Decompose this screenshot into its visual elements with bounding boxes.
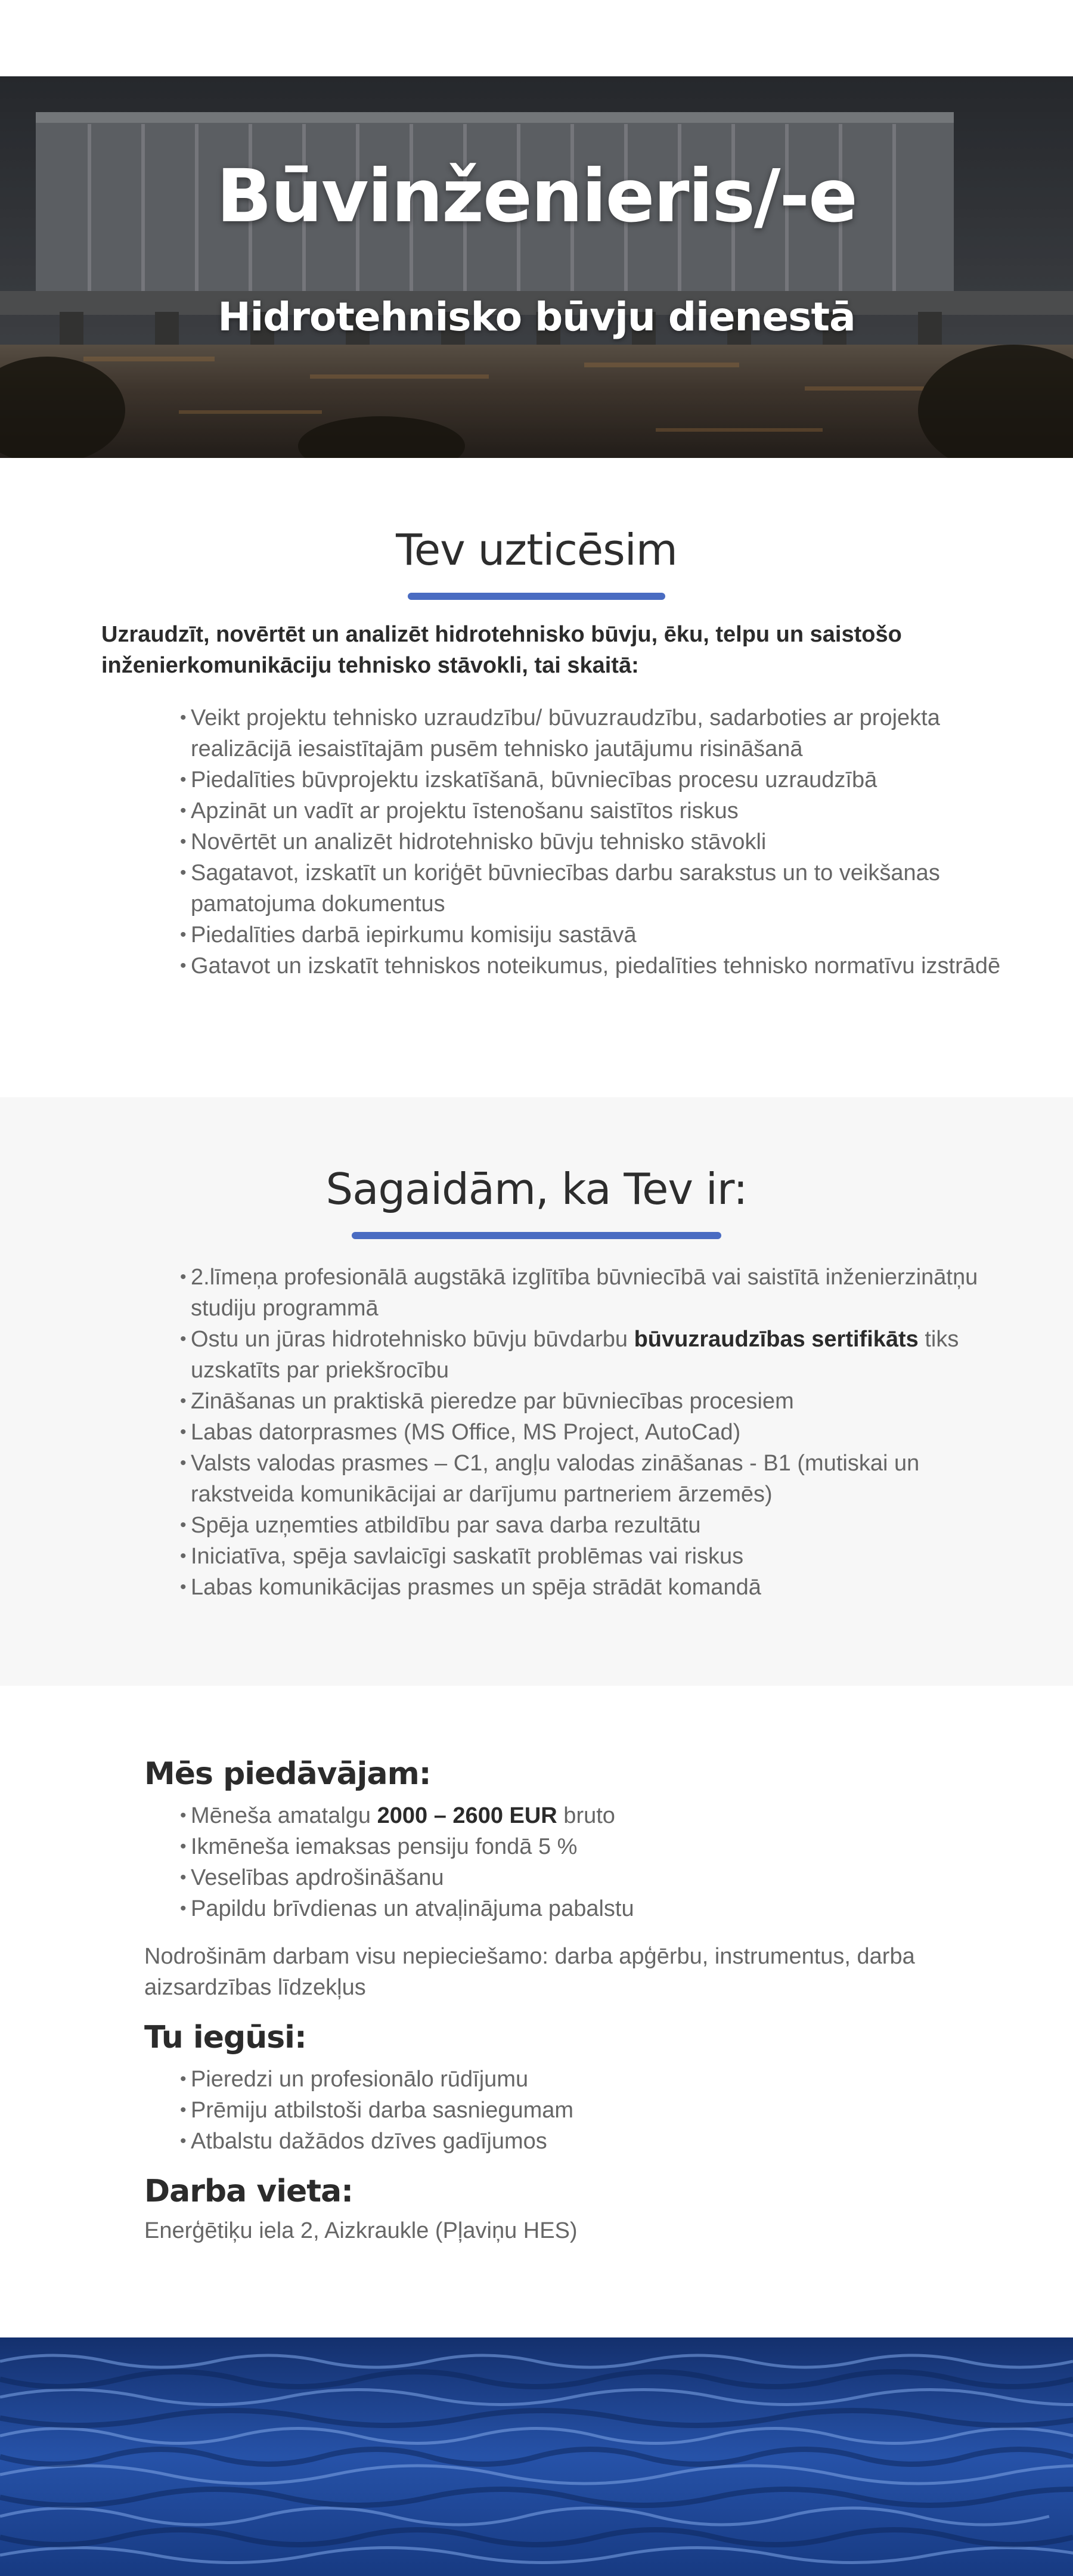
- responsibilities-intro: Uzraudzīt, novērtēt un analizēt hidrotehnisko būvju, ēku, telpu un saistošo inženierkomunikāciju tehnisko stāvokli, tai skaitā:: [101, 622, 902, 678]
- list-item: • Papildu brīvdienas un atvaļinājuma pabalstu: [180, 1893, 1015, 1924]
- list-item: • Zināšanas un praktiskā pieredze par būvniecības procesiem: [180, 1386, 1015, 1417]
- requirements-heading: Sagaidām, ka Tev ir:: [325, 1164, 748, 1214]
- list-item-text: bruto: [557, 1803, 615, 1828]
- page-title: Būvinženieris/-e: [216, 154, 857, 239]
- list-item-text: Mēneša amatalgu: [191, 1803, 377, 1828]
- list-item: • 2.līmeņa profesionālā augstākā izglītība būvniecībā vai saistītā inženierzinātņu studiju programmā: [180, 1262, 1015, 1324]
- list-item: • Apzināt un vadīt ar projektu īstenošanu saistītos riskus: [180, 795, 1015, 826]
- offer-section: [0, 1686, 1073, 2337]
- offer-list: [180, 1800, 1015, 1924]
- list-item: • Piedalīties darbā iepirkumu komisiju sastāvā: [180, 919, 1015, 950]
- list-item: • Novērtēt un analizēt hidrotehnisko būvju tehnisko stāvokli: [180, 826, 1015, 857]
- list-item: • Atbalstu dažādos dzīves gadījumos: [180, 2126, 1015, 2157]
- list-item: • Veselības apdrošināšanu: [180, 1862, 1015, 1893]
- requirements-section: [0, 1097, 1073, 1686]
- list-item: • Iniciatīva, spēja savlaicīgi saskatīt problēmas vai riskus: [180, 1541, 1015, 1572]
- hero-banner: [0, 76, 1073, 458]
- list-item: • Spēja uzņemties atbildību par sava darba rezultātu: [180, 1510, 1015, 1541]
- list-item-text: tiks uzskatīts par priekšrocību: [191, 1327, 959, 1383]
- responsibilities-list: [180, 702, 1015, 982]
- workplace-heading: Darba vieta:: [144, 2174, 353, 2209]
- gain-list: [180, 2064, 1015, 2157]
- salary-range: 2000 – 2600 EUR: [377, 1803, 557, 1828]
- list-item: • Piedalīties būvprojektu izskatīšanā, būvniecības procesu uzraudzībā: [180, 764, 1015, 795]
- offer-heading: Mēs piedāvājam:: [144, 1756, 431, 1792]
- list-item: [180, 1324, 1015, 1386]
- hydro-power-plant-photo: [0, 76, 1073, 458]
- certificate-highlight: būvuzraudzības sertifikāts: [634, 1327, 919, 1352]
- responsibilities-heading: Tev uzticēsim: [396, 525, 677, 575]
- page-subtitle: Hidrotehnisko būvju dienestā: [218, 294, 855, 340]
- list-item: • Gatavot un izskatīt tehniskos noteikumus, piedalīties tehnisko normatīvu izstrādē: [180, 950, 1015, 982]
- gain-heading: Tu iegūsi:: [144, 2020, 306, 2055]
- list-item: • Pieredzi un profesionālo rūdījumu: [180, 2064, 1015, 2095]
- list-item: • Ikmēneša iemaksas pensiju fondā 5 %: [180, 1831, 1015, 1862]
- list-item: [180, 1800, 1015, 1831]
- workplace-address: Enerģētiķu iela 2, Aizkraukle (Pļaviņu HES): [144, 2218, 578, 2243]
- water-waves-photo: [0, 2337, 1073, 2576]
- list-item: • Valsts valodas prasmes – C1, angļu valodas zināšanas - B1 (mutiskai un rakstveida komunikācijai ar darījumu partneriem ārzemēs): [180, 1448, 1015, 1510]
- list-item: • Labas komunikācijas prasmes un spēja strādāt komandā: [180, 1572, 1015, 1603]
- list-item: • Sagatavot, izskatīt un koriģēt būvniecības darbu sarakstus un to veikšanas pamatojuma dokumentus: [180, 857, 1015, 919]
- list-item: • Prēmiju atbilstoši darba sasniegumam: [180, 2095, 1015, 2126]
- top-bar: [0, 0, 1073, 76]
- provision-text: Nodrošinām darbam visu nepieciešamo: darba apģērbu, instrumentus, darba aizsardzības līdzekļus: [144, 1944, 915, 2000]
- heading-underline: [352, 1232, 721, 1239]
- list-item: • Veikt projektu tehnisko uzraudzību/ būvuzraudzību, sadarboties ar projekta realizācijā iesaistītajām pusēm tehnisko jautājumu risināšanā: [180, 702, 1015, 764]
- water-footer-image: [0, 2337, 1073, 2576]
- list-item-text: Ostu un jūras hidrotehnisko būvju būvdarbu: [191, 1327, 634, 1352]
- heading-underline: [408, 593, 665, 600]
- requirements-list: [180, 1262, 1015, 1603]
- responsibilities-section: [0, 458, 1073, 1097]
- list-item: • Labas datorprasmes (MS Office, MS Project, AutoCad): [180, 1417, 1015, 1448]
